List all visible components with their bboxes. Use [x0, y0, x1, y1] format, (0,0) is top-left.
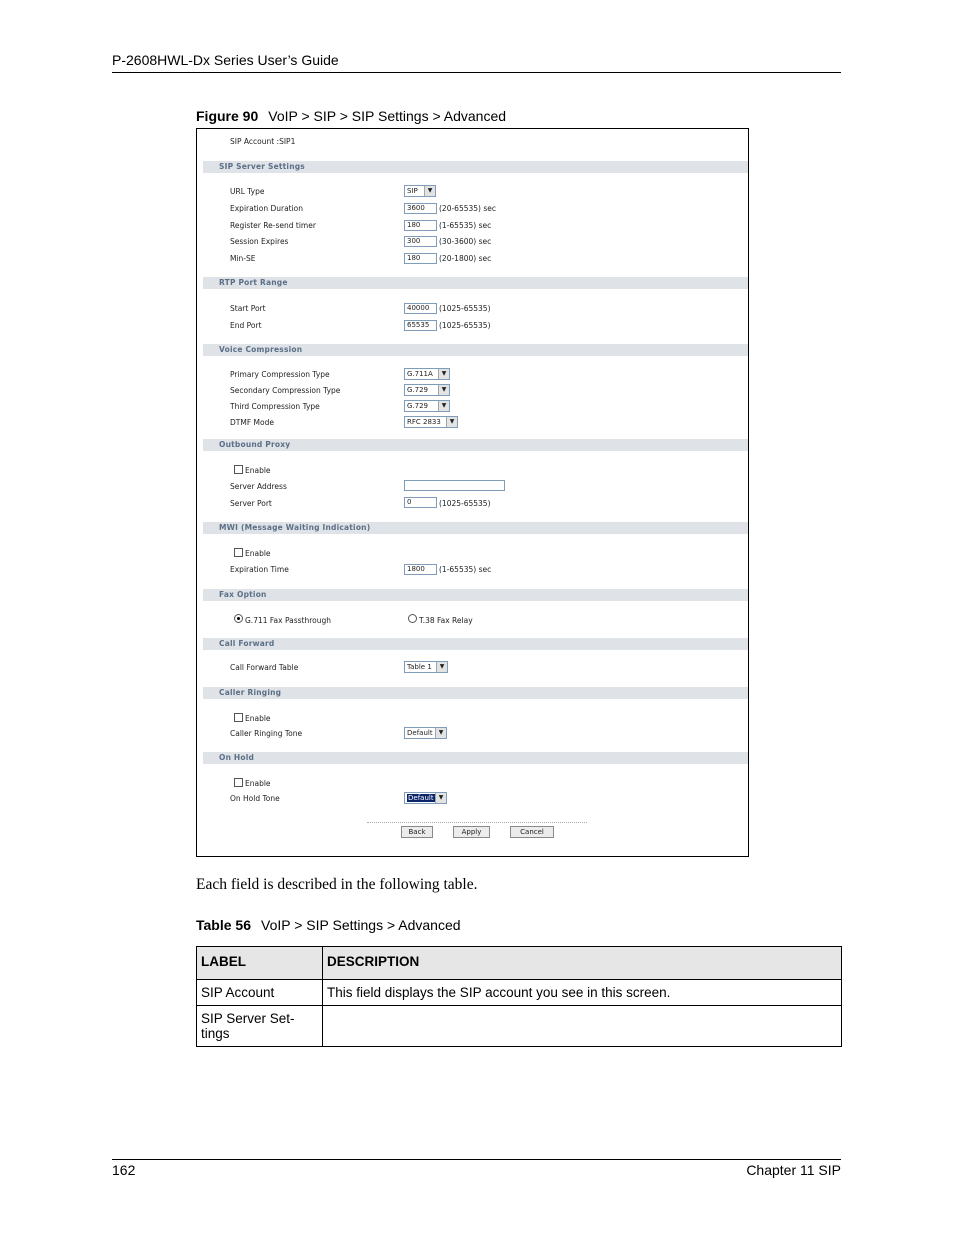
section-heading: Caller Ringing	[219, 688, 282, 697]
table-row	[197, 980, 842, 1006]
section-heading: Call Forward	[219, 639, 275, 648]
section-mwi	[203, 522, 748, 534]
mwi-enable-label: Enable	[245, 549, 271, 558]
chapter-label: Chapter 11 SIP	[746, 1162, 841, 1178]
hold-tone-label: On Hold Tone	[230, 794, 280, 803]
minse-range: (20-1800) sec	[439, 254, 492, 263]
table-number: Table 56	[196, 917, 251, 933]
chevron-down-icon: ▼	[436, 662, 447, 672]
end-port-input[interactable]: 65535	[404, 320, 437, 331]
ringing-enable-label: Enable	[245, 714, 271, 723]
chevron-down-icon: ▼	[438, 369, 449, 379]
figure-caption	[196, 108, 506, 124]
fax-passthrough-radio[interactable]	[234, 614, 243, 623]
end-port-label: End Port	[230, 321, 262, 330]
section-rtp	[203, 277, 748, 289]
header-rule	[112, 72, 841, 73]
selected-value: RFC 2833	[407, 418, 441, 426]
column-header: DESCRIPTION	[323, 947, 842, 980]
apply-button[interactable]: Apply	[453, 826, 490, 838]
mwi-enable-checkbox[interactable]	[234, 548, 243, 557]
table-row	[197, 1006, 842, 1047]
hold-enable-label: Enable	[245, 779, 271, 788]
chevron-down-icon: ▼	[435, 728, 446, 738]
sip-account-label: SIP Account :SIP1	[230, 137, 296, 146]
section-heading: Voice Compression	[219, 345, 303, 354]
url-type-label: URL Type	[230, 187, 265, 196]
selected-value: Default	[408, 794, 434, 802]
call-forward-table-select[interactable]	[404, 661, 448, 673]
expiration-input[interactable]: 3600	[404, 203, 437, 214]
button-divider	[367, 822, 587, 823]
section-voice	[203, 344, 748, 356]
minse-input[interactable]: 180	[404, 253, 437, 264]
ringing-tone-label: Caller Ringing Tone	[230, 729, 303, 738]
back-button[interactable]: Back	[401, 826, 433, 838]
chevron-down-icon: ▼	[438, 401, 449, 411]
expiration-range: (20-65535) sec	[439, 204, 496, 213]
selected-value: SIP	[407, 187, 418, 195]
section-heading: Fax Option	[219, 590, 267, 599]
selected-value: G.711A	[407, 370, 433, 378]
start-port-range: (1025-65535)	[439, 304, 491, 313]
selected-value: Table 1	[407, 663, 432, 671]
chevron-down-icon: ▼	[435, 793, 446, 803]
server-port-label: Server Port	[230, 499, 272, 508]
selected-value: G.729	[407, 386, 429, 394]
dtmf-select[interactable]	[404, 416, 458, 428]
start-port-label: Start Port	[230, 304, 266, 313]
fax-relay-radio[interactable]	[408, 614, 417, 623]
figure-number: Figure 90	[196, 108, 259, 124]
section-heading: RTP Port Range	[219, 278, 288, 287]
ringing-tone-select[interactable]	[404, 727, 447, 739]
fax-relay-label: T.38 Fax Relay	[419, 616, 473, 625]
resend-input[interactable]: 180	[404, 220, 437, 231]
table-cell: SIP Server Set- tings	[197, 1006, 323, 1047]
page-number: 162	[112, 1162, 136, 1178]
footer-rule	[112, 1159, 841, 1160]
start-port-input[interactable]: 40000	[404, 303, 437, 314]
secondary-select[interactable]	[404, 384, 450, 396]
mwi-expiration-range: (1-65535) sec	[439, 565, 492, 574]
fax-passthrough-label: G.711 Fax Passthrough	[245, 616, 332, 625]
server-address-input[interactable]	[404, 480, 505, 491]
column-header: LABEL	[197, 947, 323, 980]
expiration-label: Expiration Duration	[230, 204, 304, 213]
running-header: P-2608HWL-Dx Series User’s Guide	[112, 52, 339, 68]
section-heading: MWI (Message Waiting Indication)	[219, 523, 371, 532]
section-fax	[203, 589, 748, 601]
dtmf-label: DTMF Mode	[230, 418, 274, 427]
chevron-down-icon: ▼	[438, 385, 449, 395]
proxy-enable-checkbox[interactable]	[234, 465, 243, 474]
secondary-label: Secondary Compression Type	[230, 386, 341, 395]
server-port-range: (1025-65535)	[439, 499, 491, 508]
chevron-down-icon: ▼	[446, 417, 457, 427]
cancel-button[interactable]: Cancel	[510, 826, 554, 838]
section-heading: SIP Server Settings	[219, 162, 305, 171]
section-sip-server	[203, 161, 748, 173]
table-cell: This field displays the SIP account you see in this screen.	[323, 980, 842, 1006]
section-proxy	[203, 439, 748, 451]
server-port-input[interactable]: 0	[404, 497, 437, 508]
resend-range: (1-65535) sec	[439, 221, 492, 230]
chevron-down-icon: ▼	[424, 186, 435, 196]
end-port-range: (1025-65535)	[439, 321, 491, 330]
ringing-enable-checkbox[interactable]	[234, 713, 243, 722]
table-cell	[323, 1006, 842, 1047]
hold-enable-checkbox[interactable]	[234, 778, 243, 787]
session-label: Session Expires	[230, 237, 289, 246]
table-caption	[196, 917, 461, 933]
mwi-expiration-label: Expiration Time	[230, 565, 289, 574]
resend-label: Register Re-send timer	[230, 221, 316, 230]
body-paragraph: Each field is described in the following table.	[196, 876, 478, 893]
table-header-row	[197, 947, 842, 980]
session-input[interactable]: 300	[404, 236, 437, 247]
mwi-expiration-input[interactable]: 1800	[404, 564, 437, 575]
third-label: Third Compression Type	[230, 402, 320, 411]
call-forward-table-label: Call Forward Table	[230, 663, 299, 672]
section-heading: Outbound Proxy	[219, 440, 291, 449]
selected-value: Default	[407, 729, 433, 737]
session-range: (30-3600) sec	[439, 237, 492, 246]
section-call-forward	[203, 638, 748, 650]
description-table	[196, 946, 842, 1047]
table-title: VoIP > SIP Settings > Advanced	[261, 917, 461, 933]
primary-select[interactable]	[404, 368, 450, 380]
minse-label: Min-SE	[230, 254, 256, 263]
figure-title: VoIP > SIP > SIP Settings > Advanced	[268, 108, 507, 124]
section-caller-ringing	[203, 687, 748, 699]
advanced-settings-screen	[196, 128, 749, 857]
section-heading: On Hold	[219, 753, 255, 762]
server-address-label: Server Address	[230, 482, 287, 491]
third-select[interactable]	[404, 400, 450, 412]
hold-tone-select[interactable]	[404, 792, 447, 804]
table-cell: SIP Account	[197, 980, 323, 1006]
section-on-hold	[203, 752, 748, 764]
proxy-enable-label: Enable	[245, 466, 271, 475]
selected-value: G.729	[407, 402, 429, 410]
url-type-select[interactable]	[404, 185, 436, 197]
primary-label: Primary Compression Type	[230, 370, 330, 379]
